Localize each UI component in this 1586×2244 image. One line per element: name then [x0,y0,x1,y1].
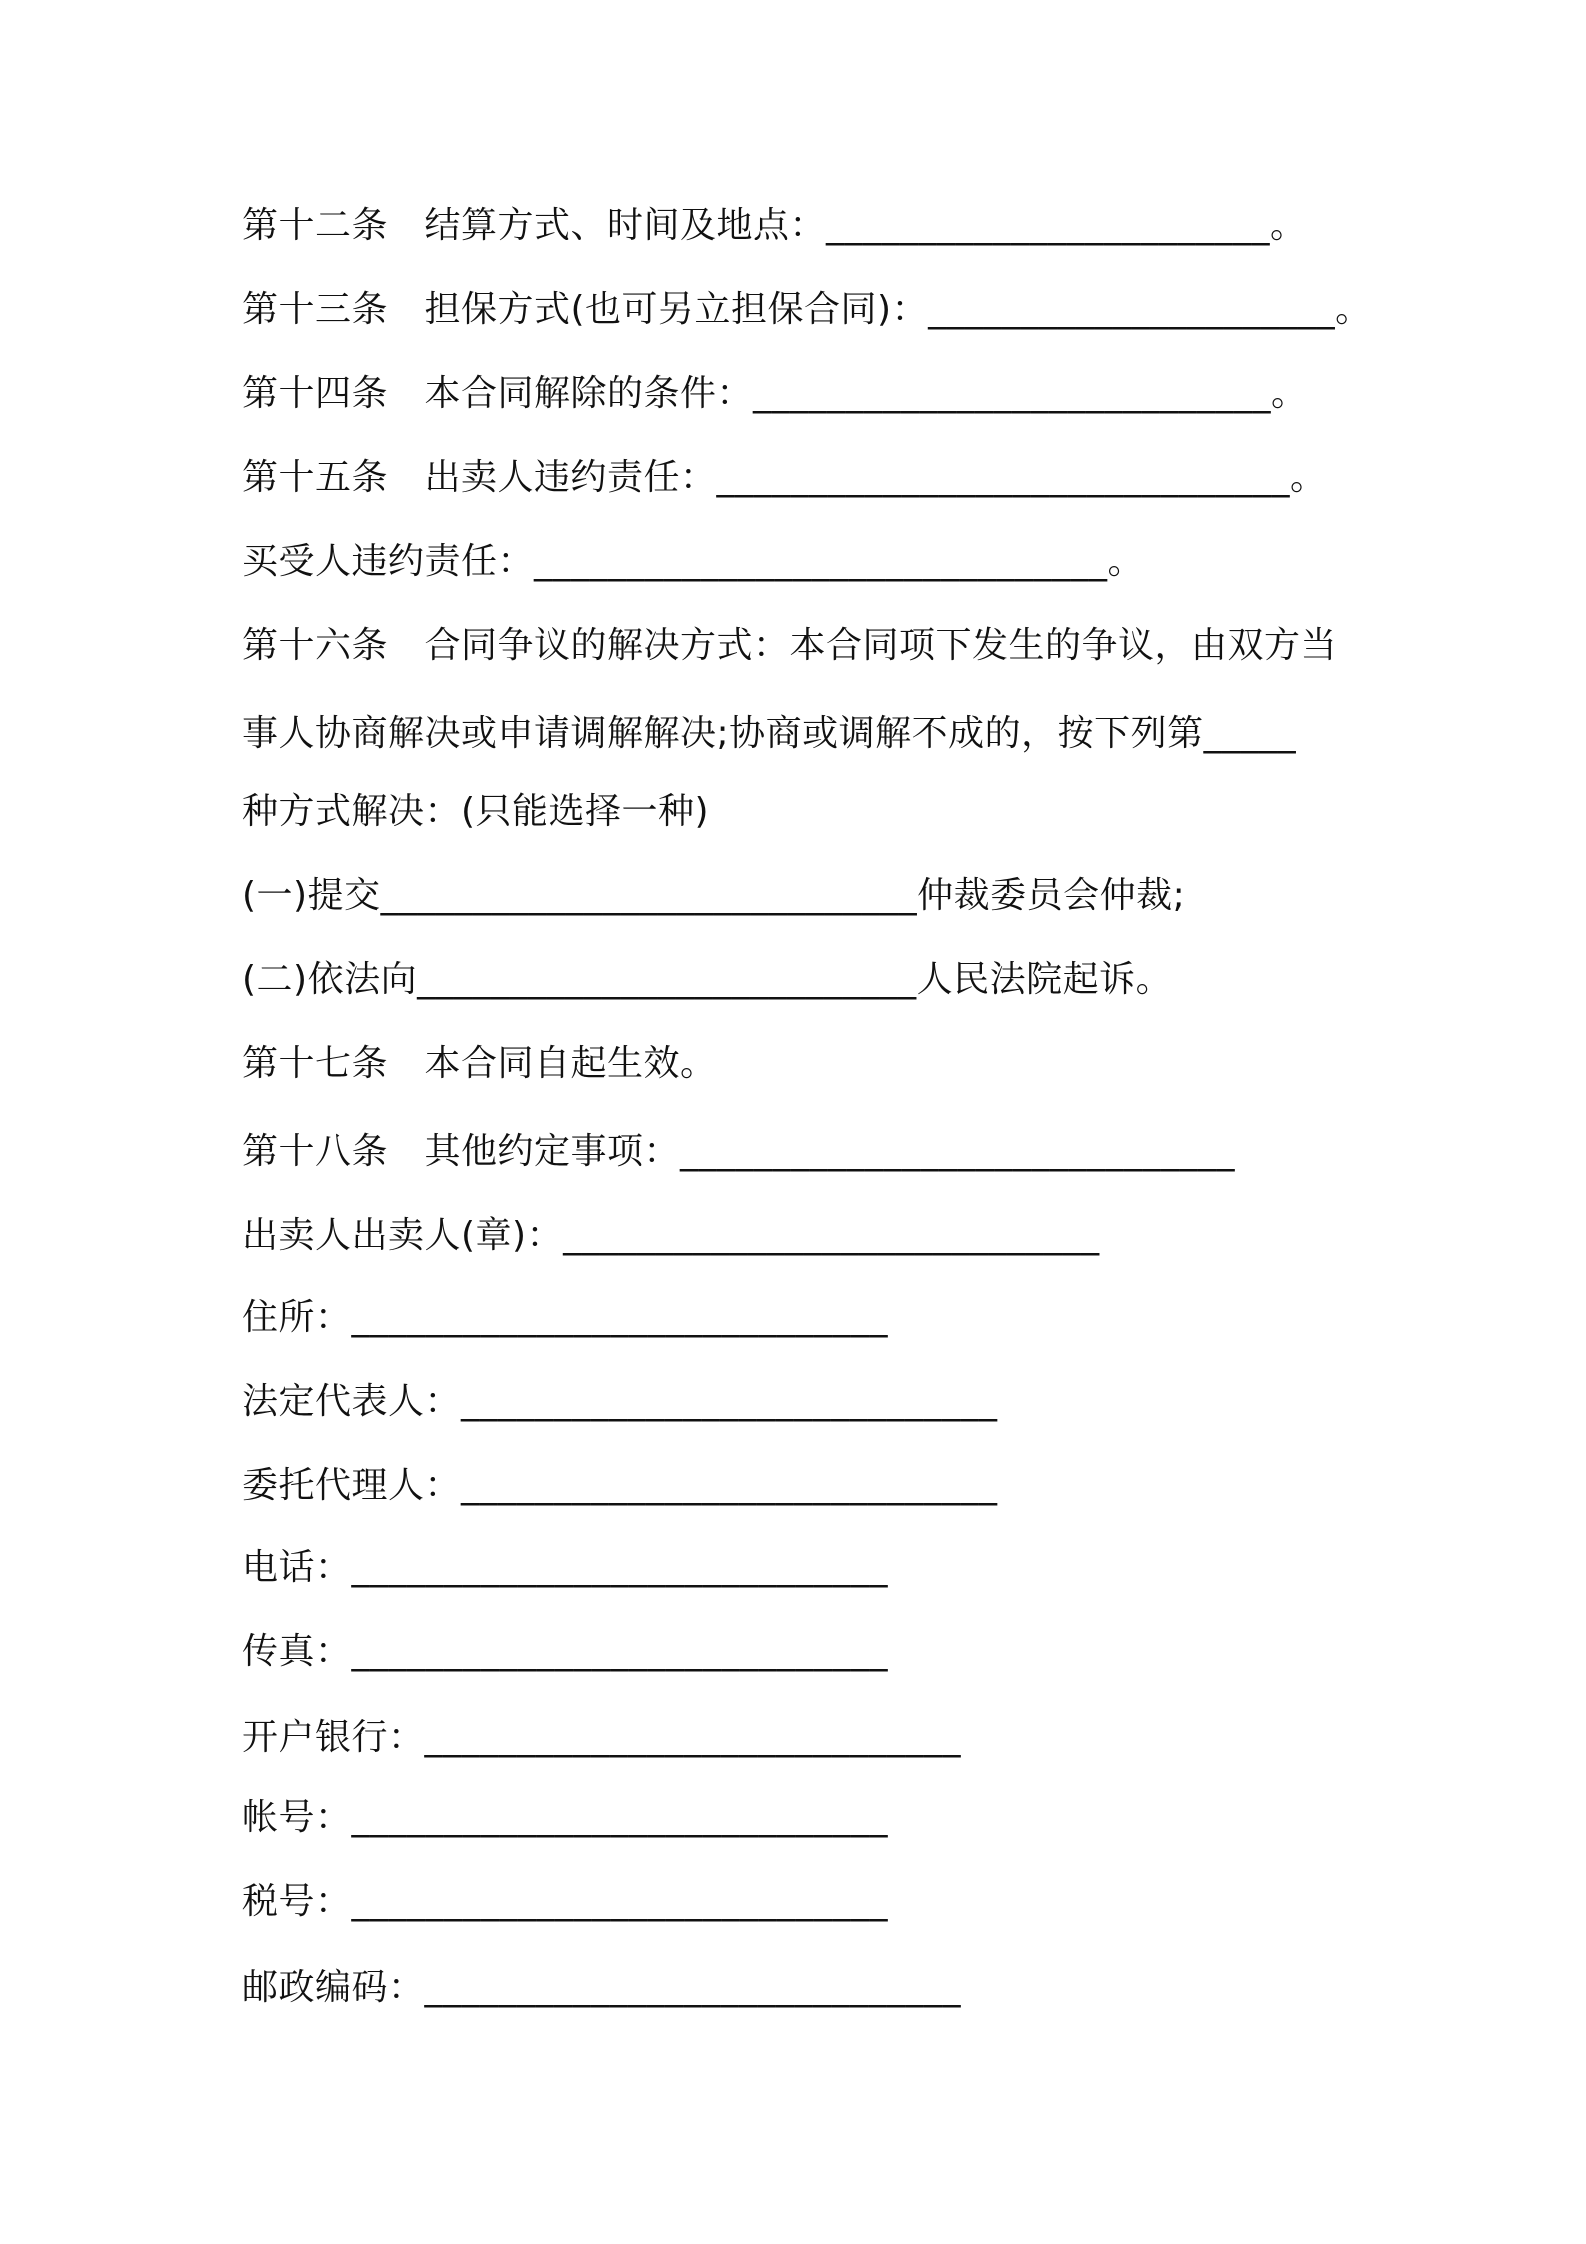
article-13-guarantee: 第十三条 担保方式(也可另立担保合同)：______________________。 [242,289,1372,330]
article-18-other-matters: 第十八条 其他约定事项：______________________________ [242,1131,1236,1172]
postal-code-field: 邮政编码：_____________________________ [242,1967,962,2008]
article-16-dispute-line-3: 种方式解决：(只能选择一种) [242,791,710,832]
seller-seal-field: 出卖人出卖人(章)：_____________________________ [242,1215,1100,1256]
phone-field: 电话：_____________________________ [242,1547,889,1588]
dispute-option-court: (二)依法向___________________________人民法院起诉。 [242,959,1173,1000]
tax-number-field: 税号：_____________________________ [242,1881,889,1922]
article-16-dispute-line-2: 事人协商解决或申请调解解决;协商或调解不成的，按下列第_____ [242,713,1297,754]
address-field: 住所：_____________________________ [242,1297,889,1338]
article-17-effective: 第十七条 本合同自起生效。 [242,1043,717,1084]
fax-field: 传真：_____________________________ [242,1631,889,1672]
dispute-option-arbitration: (一)提交_____________________________仲裁委员会仲裁; [242,875,1186,916]
article-16-dispute-line-1: 第十六条 合同争议的解决方式：本合同项下发生的争议，由双方当 [242,625,1338,666]
article-15-seller-liability: 第十五条 出卖人违约责任：_______________________________。 [242,457,1327,498]
bank-field: 开户银行：_____________________________ [242,1717,962,1758]
article-14-termination: 第十四条 本合同解除的条件：____________________________。 [242,373,1308,414]
legal-representative-field: 法定代表人：_____________________________ [242,1381,998,1422]
account-number-field: 帐号：_____________________________ [242,1797,889,1838]
article-12-settlement: 第十二条 结算方式、时间及地点：________________________。 [242,205,1307,246]
authorized-agent-field: 委托代理人：_____________________________ [242,1465,998,1506]
buyer-liability: 买受人违约责任：_______________________________。 [242,541,1145,582]
